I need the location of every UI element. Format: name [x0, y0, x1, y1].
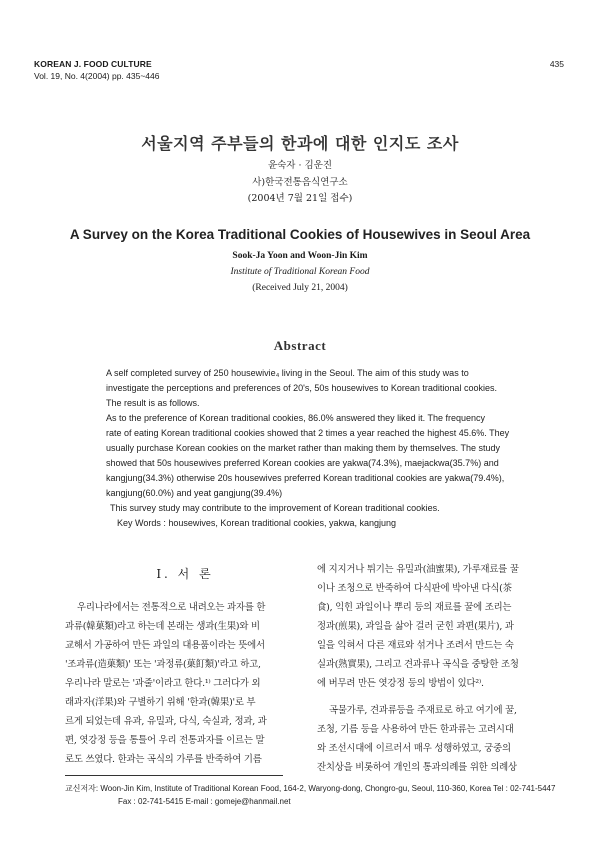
body-line-right: 이나 조청으로 반죽하여 다식판에 박아낸 다식(茶	[317, 583, 512, 594]
body-line-right: 조청, 기름 등을 사용하여 만든 한과류는 고려시대	[317, 724, 514, 735]
abstract-line: investigate the perceptions and preferences of 20's, 50s housewives to Korean traditional cookies.	[106, 383, 497, 393]
body-line-left: 래과자(洋果)와 구별하기 위해 '한과(韓果)'로 부	[65, 697, 256, 708]
english-title: A Survey on the Korea Traditional Cookies of Housewives in Seoul Area	[69, 227, 531, 242]
body-line-left: '조과류(造菓類)' 또는 '과정류(菓飣類)'라고 하고,	[65, 659, 261, 670]
body-line-right: 食), 익힌 과일이나 뿌리 등의 재료를 꿀에 조리는	[317, 602, 512, 613]
body-line-left: 로도 쓰였다. 한과는 곡식의 가루를 반죽하여 기름	[65, 754, 262, 765]
journal-header	[34, 58, 159, 82]
korean-authors: 윤숙자 · 김운진	[267, 160, 333, 171]
body-line-right: 와 조선시대에 이르러서 매우 성행하였고, 궁중의	[317, 743, 511, 754]
footnote-divider	[65, 775, 283, 776]
body-line-right: 곡물가루, 견과류등을 주재료로 하고 여기에 꿀,	[329, 705, 517, 716]
body-line-left: 편, 엿강정 등을 통틀어 우리 전통과자를 이르는 말	[65, 735, 265, 746]
korean-title: 서울지역 주부들의 한과에 대한 인지도 조사	[141, 134, 459, 153]
body-line-left: 르게 되었는데 유과, 유밀과, 다식, 숙실과, 정과, 과	[65, 716, 267, 727]
footnote-corresponding-author: 교신저자: Woon-Jin Kim, Institute of Traditional Korean Food, 164-2, Waryong-dong, Chongro-gu, Seoul, 110-360, Korea Tel : 02-741-5447	[65, 784, 556, 793]
abstract-line: kangjung(34.3%) otherwise 20s housewives preferred Korean traditional cookies are yakwa(79.4%),	[106, 473, 505, 483]
abstract-line: This survey study may contribute to the improvement of Korean traditional cookies.	[110, 503, 440, 513]
korean-received-date: (2004년 7월 21일 접수)	[247, 193, 353, 204]
journal-volume: Vol. 19, No. 4(2004) pp. 435~446	[34, 71, 160, 81]
english-authors: Sook-Ja Yoon and Woon-Jin Kim	[232, 251, 368, 261]
body-line-right: 일을 익혀서 다른 재료와 섞거나 조려서 만드는 숙	[317, 640, 514, 651]
abstract-line: As to the preference of Korean traditional cookies, 86.0% answered they liked it. The frequency	[106, 413, 486, 423]
abstract-line: usually purchase Korean cookies on the market rather than making them by themselves. The study	[106, 443, 501, 453]
abstract-line: A self completed survey of 250 housewivie₄ living in the Seoul. The aim of this study was to	[106, 368, 469, 378]
abstract-line: rate of eating Korean traditional cookies showed that 2 times a year reached the highest 45.6%. They	[106, 428, 510, 438]
body-line-right: 에 버무려 만든 엿강정 등의 방법이 있다²⁾.	[317, 678, 484, 689]
keywords-line: Key Words : housewives, Korean traditional cookies, yakwa, kangjung	[117, 518, 396, 528]
english-affiliation: Institute of Traditional Korean Food	[230, 267, 370, 277]
korean-affiliation: 사)한국전통음식연구소	[252, 177, 348, 188]
body-line-right: 에 지지거나 튀기는 유밀과(油蜜果), 가루재료를 꿀	[317, 564, 519, 575]
section-heading: I. 서 론	[156, 567, 214, 581]
body-line-right: 잔치상을 비롯하여 개인의 통과의례를 위한 의례상	[317, 762, 517, 773]
body-line-right: 실과(熟實果), 그리고 견과류나 곡식을 중탕한 조청	[317, 659, 519, 670]
page-number: 435	[549, 59, 564, 69]
abstract-heading: Abstract	[273, 338, 327, 353]
body-line-left: 우리나라 말로는 '과줄'이라고 한다.¹⁾ 그러다가 외	[65, 678, 261, 689]
abstract-line: kangjung(60.0%) and yeat gangjung(39.4%)	[106, 488, 283, 498]
footnote-contact: Fax : 02-741-5415 E-mail : gomeje@hanmail.net	[118, 797, 291, 806]
body-line-left: 우리나라에서는 전통적으로 내려오는 과자를 한	[77, 602, 266, 613]
abstract-line: The result is as follows.	[106, 398, 200, 408]
body-line-left: 교해서 가공하여 만든 과일의 대용품이라는 뜻에서	[65, 640, 265, 651]
english-received-date: (Received July 21, 2004)	[252, 283, 348, 293]
abstract-line: showed that 50s housewives preferred Korean cookies are yakwa(74.3%), maejackwa(35.7%) and	[106, 458, 499, 468]
body-line-right: 정과(煎果), 과일을 삶아 걸러 굳힌 과편(果片), 과	[317, 621, 514, 632]
journal-name: KOREAN J. FOOD CULTURE	[34, 59, 152, 69]
body-line-left: 과류(韓菓類)라고 하는데 본래는 생과(生果)와 비	[65, 621, 260, 632]
